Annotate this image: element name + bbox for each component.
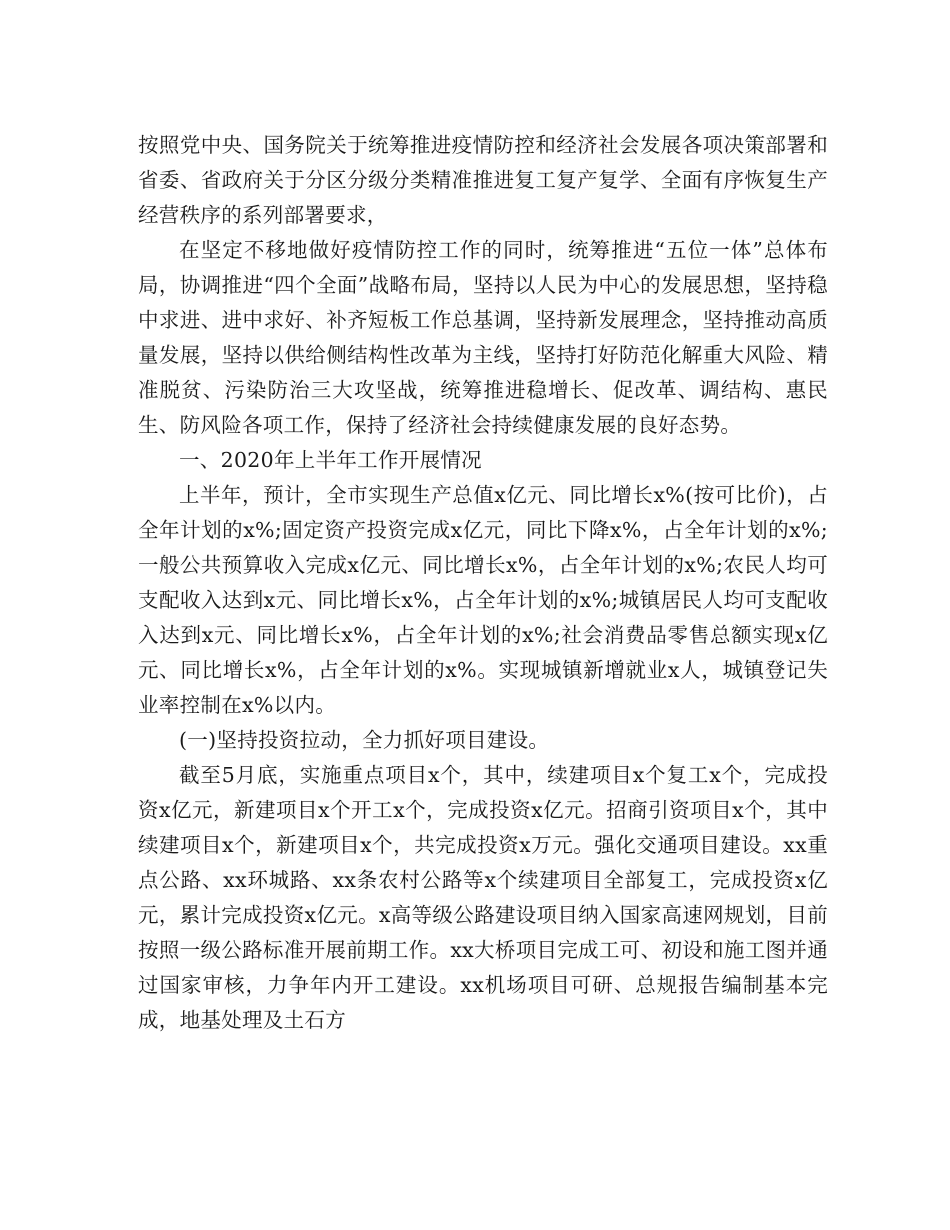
paragraph-project-construction: 截至5月底，实施重点项目x个，其中，续建项目x个复工x个，完成投资x亿元，新建项目x个开工x个，完成投资x亿元。招商引资项目x个，其中续建项目x个，新建项目x个，共完成投资x万元。强化交通项目建设。xx重点公路、xx环城路、xx条农村公路等x个续建项目全部复工，完成投资x亿元，累计完成投资x亿元。x高等级公路建设项目纳入国家高速网规划，目前按照一级公路标准开展前期工作。xx大桥项目完成工可、初设和施工图并通过国家审核，力争年内开工建设。xx机场项目可研、总规报告编制基本完成，地基处理及土石方 (138, 763, 828, 1032)
paragraph-policy-basis: 按照党中央、国务院关于统筹推进疫情防控和经济社会发展各项决策部署和省委、省政府关于分区分级分类精准推进复工复产复学、全面有序恢复生产经营秩序的系列部署要求， (138, 133, 828, 227)
paragraph-overall-approach: 在坚定不移地做好疫情防控工作的同时，统筹推进“五位一体”总体布局，协调推进“四个全面”战略布局，坚持以人民为中心的发展思想，坚持稳中求进、进中求好、补齐短板工作总基调，坚持新发展理念，坚持推动高质量发展，坚持以供给侧结构性改革为主线，坚持打好防范化解重大风险、精准脱贫、污染防治三大攻坚战，统筹推进稳增长、促改革、调结构、惠民生、防风险各项工作，保持了经济社会持续健康发展的良好态势。 (138, 238, 828, 437)
paragraph-economic-indicators: 上半年，预计，全市实现生产总值x亿元、同比增长x%(按可比价)，占全年计划的x%;固定资产投资完成x亿元，同比下降x%，占全年计划的x%;一般公共预算收入完成x亿元、同比增长x%，占全年计划的x%;农民人均可支配收入达到x元、同比增长x%，占全年计划的x%;城镇居民人均可支配收入达到x元、同比增长x%，占全年计划的x%;社会消费品零售总额实现x亿元、同比增长x%，占全年计划的x%。实现城镇新增就业x人，城镇登记失业率控制在x%以内。 (138, 483, 828, 717)
document-body (138, 128, 828, 1038)
subsection-heading: (一)坚持投资拉动，全力抓好项目建设。 (179, 728, 550, 752)
section-heading: 一、2020年上半年工作开展情况 (179, 448, 482, 472)
